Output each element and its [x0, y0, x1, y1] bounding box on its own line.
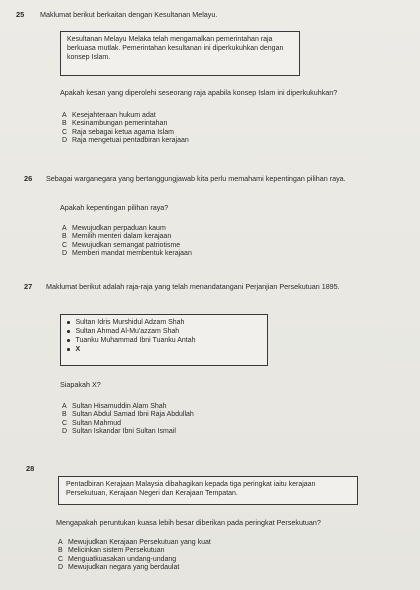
option-letter: D — [62, 137, 68, 145]
option-d[interactable] — [58, 564, 211, 572]
option-letter: A — [62, 112, 67, 119]
question-27-number: 27 — [24, 282, 33, 291]
question-27-question: Siapakah X? — [60, 380, 101, 389]
option-d[interactable] — [62, 137, 189, 145]
option-text: Raja sebagai ketua agama Islam — [72, 128, 174, 136]
option-letter: C — [62, 128, 68, 136]
option-letter: D — [58, 564, 64, 572]
option-letter: C — [58, 555, 64, 563]
signatory-item — [65, 318, 263, 327]
option-letter: B — [62, 233, 67, 241]
question-28-number: 28 — [26, 464, 35, 473]
option-letter: C — [62, 419, 68, 427]
option-b[interactable] — [62, 233, 192, 241]
option-text: Sultan Hisamuddin Alam Shah — [72, 403, 167, 410]
question-28-options — [58, 539, 211, 573]
option-text: Raja mengetuai pentadbiran kerajaan — [72, 137, 189, 145]
signatory-name: Sultan Ahmad Al-Mu'azzam Shah — [75, 328, 180, 335]
option-c[interactable] — [58, 556, 211, 564]
signatory-name: Tuanku Muhammad Ibni Tuanku Antah — [75, 337, 196, 344]
signatory-item — [65, 345, 263, 354]
question-27-options — [62, 403, 194, 437]
bullet-icon — [67, 330, 70, 333]
question-26-options — [62, 225, 192, 259]
signatory-item — [65, 336, 263, 345]
option-text: Sultan Mahmud — [72, 419, 122, 427]
question-26-stem: Sebagai warganegara yang bertanggungjawab kita perlu memahami kepentingan pilihan raya. — [46, 174, 346, 183]
option-c[interactable] — [62, 242, 192, 250]
bullet-icon — [67, 321, 70, 324]
question-28-info-box: Pentadbiran Kerajaan Malaysia dibahagikan kepada tiga peringkat iaitu kerajaan Persekutuan, Kerajaan Negeri dan Kerajaan Tempatan. — [58, 476, 358, 505]
option-text: Sultan Iskandar Ibni Sultan Ismail — [72, 428, 176, 436]
question-27-signatories-box — [60, 314, 268, 366]
option-text: Kesejahteraan hukum adat — [72, 112, 156, 119]
question-25-question: Apakah kesan yang diperolehi seseorang raja apabila konsep Islam ini diperkukuhkan? — [60, 88, 338, 97]
option-a[interactable] — [62, 403, 194, 411]
question-27-stem: Maklumat berikut adalah raja-raja yang telah menandatangani Perjanjian Persekutuan 1895. — [46, 282, 340, 291]
question-25-info-box: Kesultanan Melayu Melaka telah mengamalkan pemerintahan raja berkuasa mutlak. Pemerintahan kesultanan ini diperkukuhkan dengan konsep Islam. — [60, 31, 300, 76]
question-26-question: Apakah kepentingan pilihan raya? — [60, 203, 169, 212]
question-25-number: 25 — [16, 10, 25, 19]
bullet-icon — [67, 339, 70, 342]
option-letter: A — [58, 539, 63, 546]
option-text: Mewujudkan semangat patriotisme — [72, 241, 181, 249]
option-text: Kesinambungan pemerintahan — [72, 120, 168, 128]
option-text: Memilih menteri dalam kerajaan — [72, 233, 172, 241]
question-25-options — [62, 112, 189, 146]
signatory-name: Sultan Idris Murshidul Adzam Shah — [75, 319, 185, 326]
question-26-number: 26 — [24, 174, 33, 183]
option-text: Memberi mandat membentuk kerajaan — [72, 250, 192, 258]
option-letter: D — [62, 428, 68, 436]
option-letter: D — [62, 250, 68, 258]
option-a[interactable] — [58, 539, 211, 547]
option-b[interactable] — [58, 547, 211, 555]
option-d[interactable] — [62, 428, 194, 436]
bullet-icon — [67, 348, 70, 351]
option-text: Mewujudkan negara yang berdaulat — [68, 564, 180, 572]
option-text: Sultan Abdul Samad Ibni Raja Abdullah — [72, 411, 194, 419]
option-letter: C — [62, 241, 68, 249]
question-25-stem: Maklumat berikut berkaitan dengan Kesultanan Melayu. — [40, 10, 218, 19]
option-text: Mewujudkan perpaduan kaum — [72, 225, 166, 232]
option-letter: A — [62, 225, 67, 232]
option-b[interactable] — [62, 411, 194, 419]
option-d[interactable] — [62, 250, 192, 258]
option-letter: B — [62, 411, 67, 419]
option-letter: B — [62, 120, 67, 128]
question-28-question: Mengapakah peruntukan kuasa lebih besar diberikan pada peringkat Persekutuan? — [56, 518, 321, 527]
option-text: Mewujudkan Kerajaan Persekutuan yang kuat — [68, 539, 211, 546]
option-letter: B — [58, 547, 63, 555]
option-text: Menguatkuasakan undang-undang — [68, 555, 177, 563]
option-text: Melicinkan sistem Persekutuan — [68, 547, 165, 555]
option-c[interactable] — [62, 420, 194, 428]
signatory-name-unknown: X — [75, 346, 81, 353]
option-c[interactable] — [62, 129, 189, 137]
option-letter: A — [62, 403, 67, 410]
option-b[interactable] — [62, 120, 189, 128]
signatory-item — [65, 327, 263, 336]
option-a[interactable] — [62, 112, 189, 120]
option-a[interactable] — [62, 225, 192, 233]
